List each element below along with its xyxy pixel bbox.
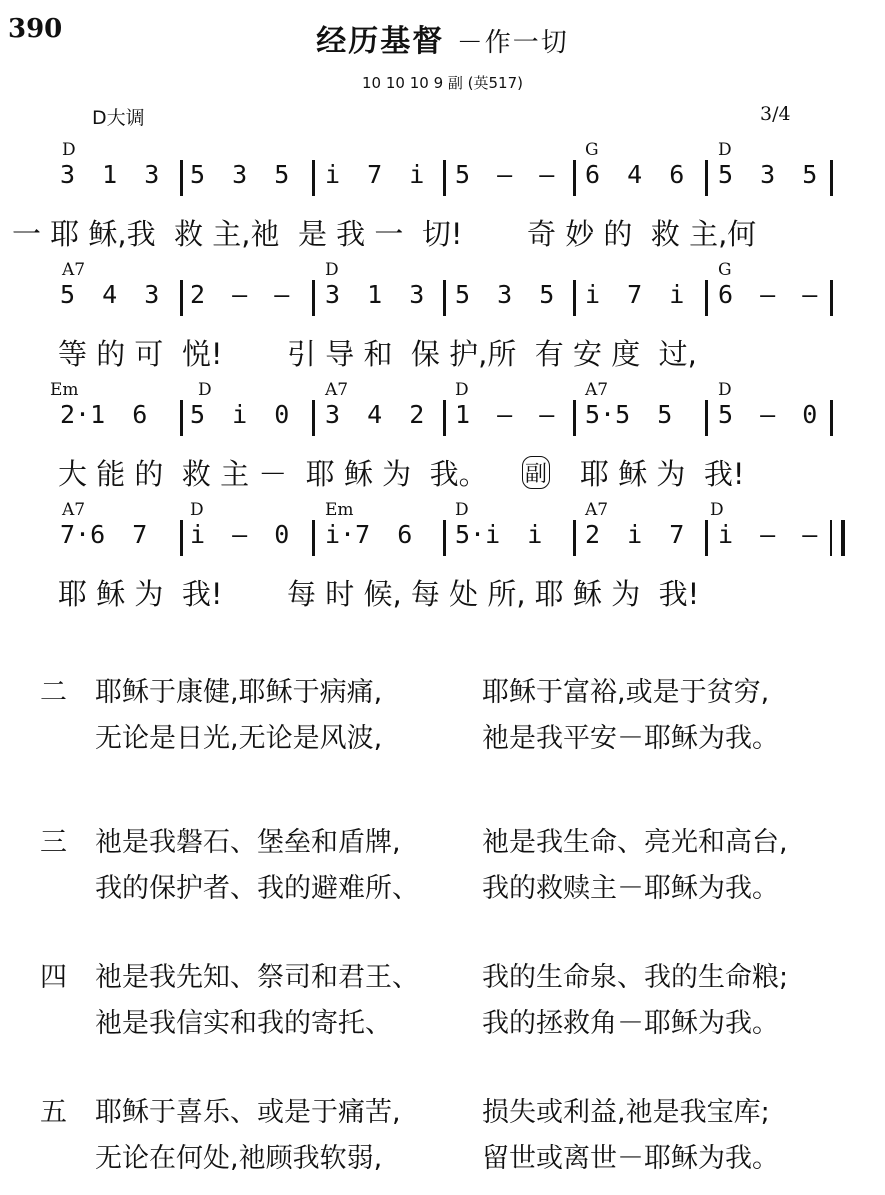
verse-number: 五 (40, 1097, 67, 1128)
measure-notes: i 7 i (585, 280, 685, 309)
verse-line-text: 我的保护者、我的避难所、 (95, 873, 419, 904)
verse-line-text: 祂是我先知、祭司和君王、 (95, 962, 419, 993)
barline (573, 160, 576, 196)
meter-line: 10 10 10 9 副 (英517) (362, 74, 523, 92)
barline (312, 400, 315, 436)
final-barline (830, 520, 845, 556)
measure-notes: 5·i i (455, 520, 543, 549)
verse-line-text: 我的拯救角－耶稣为我。 (482, 1008, 779, 1039)
verse-line-text: 我的生命泉、我的生命粮; (482, 962, 789, 993)
measure-notes: 5 3 5 (455, 280, 555, 309)
barline (705, 280, 708, 316)
measure-notes: 5 i 0 (190, 400, 290, 429)
measure-notes: 5 3 5 (190, 160, 290, 189)
verse-line-text: 损失或利益,祂是我宝库; (482, 1097, 770, 1128)
refrain-lyrics: 耶 稣 为 我! (580, 457, 745, 491)
chord-symbol: Em (325, 500, 354, 520)
barline (180, 280, 183, 316)
time-signature: 3/4 (760, 103, 791, 125)
verse-line-text: 留世或离世－耶稣为我。 (482, 1143, 779, 1174)
verse-line-text: 耶稣于喜乐、或是于痛苦, (95, 1097, 401, 1128)
barline (573, 280, 576, 316)
lyrics-text: 耶 稣 为 我! 每 时 候, 每 处 所, 耶 稣 为 我! (58, 577, 700, 611)
chord-symbol: D (62, 140, 76, 160)
measure-notes: 5·5 5 (585, 400, 673, 429)
lyrics-text: 大 能 的 救 主 － 耶 稣 为 我。 (58, 457, 488, 491)
title-main: 经历基督 (316, 24, 445, 59)
measure-notes: 7·6 7 (60, 520, 148, 549)
barline (180, 400, 183, 436)
barline (705, 520, 708, 556)
measure-notes: 1 — — (455, 400, 555, 429)
chord-symbol: A7 (325, 380, 349, 400)
verse-number: 二 (40, 677, 67, 708)
key-signature: D大调 (92, 107, 145, 129)
measure-notes: 5 3 5 (718, 160, 818, 189)
chord-symbol: D (455, 380, 469, 400)
chord-symbol: D (455, 500, 469, 520)
chord-symbol: Em (50, 380, 79, 400)
barline (443, 520, 446, 556)
barline (573, 400, 576, 436)
barline (830, 160, 833, 196)
barline (312, 160, 315, 196)
verse-line-text: 我的救赎主－耶稣为我。 (482, 873, 779, 904)
verse-number: 三 (40, 827, 67, 858)
verse-number: 四 (40, 962, 67, 993)
barline (705, 400, 708, 436)
measure-notes: 2 i 7 (585, 520, 685, 549)
barline (443, 160, 446, 196)
barline (312, 520, 315, 556)
refrain-mark: 副 (522, 456, 550, 489)
chord-symbol: D (325, 260, 339, 280)
measure-notes: 3 1 3 (325, 280, 425, 309)
measure-notes: i — 0 (190, 520, 290, 549)
measure-notes: 5 — 0 (718, 400, 818, 429)
chord-symbol: A7 (585, 380, 609, 400)
measure-notes: i — — (718, 520, 818, 549)
verse-line-text: 无论是日光,无论是风波, (95, 723, 383, 754)
barline (443, 400, 446, 436)
verse-line-text: 耶稣于富裕,或是于贫穷, (482, 677, 770, 708)
chord-symbol: D (710, 500, 724, 520)
verse-line-text: 祂是我磐石、堡垒和盾牌, (95, 827, 401, 858)
barline (443, 280, 446, 316)
barline (312, 280, 315, 316)
lyrics-text: 一 耶 稣,我 救 主,祂 是 我 一 切! 奇 妙 的 救 主,何 (12, 217, 757, 251)
chord-symbol: A7 (62, 500, 86, 520)
chord-symbol: A7 (585, 500, 609, 520)
measure-notes: i·7 6 (325, 520, 413, 549)
measure-notes: 2·1 6 (60, 400, 148, 429)
barline (180, 160, 183, 196)
measure-notes: 6 — — (718, 280, 818, 309)
title-subtitle: －作一切 (456, 28, 569, 58)
verse-line-text: 祂是我生命、亮光和高台, (482, 827, 788, 858)
measure-notes: 3 4 2 (325, 400, 425, 429)
measure-notes: 6 4 6 (585, 160, 685, 189)
measure-notes: 3 1 3 (60, 160, 160, 189)
barline (705, 160, 708, 196)
measure-notes: 5 — — (455, 160, 555, 189)
verse-line-text: 祂是我平安－耶稣为我。 (482, 723, 779, 754)
chord-symbol: A7 (62, 260, 86, 280)
barline (830, 280, 833, 316)
chord-symbol: G (718, 260, 732, 280)
barline (830, 400, 833, 436)
chord-symbol: D (190, 500, 204, 520)
chord-symbol: G (585, 140, 599, 160)
verse-line-text: 无论在何处,祂顾我软弱, (95, 1143, 383, 1174)
hymn-number: 390 (8, 14, 63, 44)
verse-line-text: 祂是我信实和我的寄托、 (95, 1008, 392, 1039)
lyrics-text: 等 的 可 悦! 引 导 和 保 护,所 有 安 度 过, (58, 337, 697, 371)
chord-symbol: D (718, 140, 732, 160)
measure-notes: i 7 i (325, 160, 425, 189)
measure-notes: 2 — — (190, 280, 290, 309)
measure-notes: 5 4 3 (60, 280, 160, 309)
chord-symbol: D (198, 380, 212, 400)
verse-line-text: 耶稣于康健,耶稣于病痛, (95, 677, 383, 708)
hymn-title (0, 16, 885, 60)
barline (180, 520, 183, 556)
barline (573, 520, 576, 556)
chord-symbol: D (718, 380, 732, 400)
